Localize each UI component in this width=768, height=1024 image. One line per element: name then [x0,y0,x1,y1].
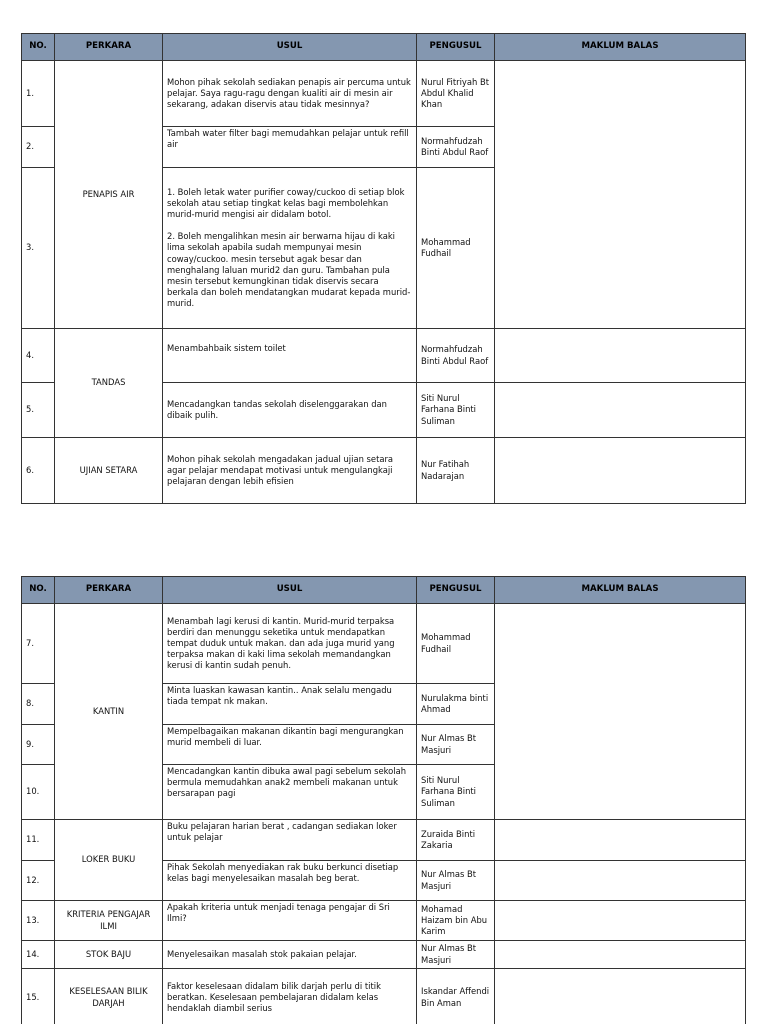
usul-cell: Mempelbagaikan makanan dikantin bagi mengurangkan murid membeli di luar. [163,725,417,765]
perkara-cell: PENAPIS AIR [55,61,163,329]
header-pengusul: PENGUSUL [417,34,495,61]
usul-cell: Buku pelajaran harian berat , cadangan sediakan loker untuk pelajar [163,820,417,861]
pengusul-cell: Mohamad Haizam bin Abu Karim [417,901,495,941]
perkara-cell: STOK BAJU [55,941,163,969]
pengusul-cell: Nur Fatihah Nadarajan [417,438,495,504]
row-number: 6. [22,438,55,504]
header-maklum-balas: MAKLUM BALAS [495,577,746,604]
maklum-balas-cell [495,383,746,438]
usul-cell: Mencadangkan tandas sekolah diselenggarakan dan dibaik pulih. [163,383,417,438]
pengusul-cell: Nur Almas Bt Masjuri [417,725,495,765]
row-number: 3. [22,168,55,329]
suggestion-table-1 [21,33,746,504]
usul-cell: Faktor keselesaan didalam bilik darjah perlu di titik beratkan. Keselesaan pembelajaran didalam kelas hendaklah diambil serius [163,969,417,1024]
usul-cell: Menambah lagi kerusi di kantin. Murid-murid terpaksa berdiri dan menunggu seketika untuk mendapatkan tempat duduk untuk makan. dan ada juga murid yang terpaksa makan di kaki lima sekolah memandangkan kerusi di kantin sudah penuh. [163,604,417,684]
maklum-balas-cell [495,861,746,901]
header-perkara: PERKARA [55,34,163,61]
usul-cell: Minta luaskan kawasan kantin.. Anak selalu mengadu tiada tempat nk makan. [163,684,417,725]
maklum-balas-cell [495,61,746,329]
row-number: 10. [22,765,55,820]
usul-paragraph-2: 2. Boleh mengalihkan mesin air berwarna hijau di kaki lima sekolah apabila sudah mempunyai mesin coway/cuckoo. mesin tersebut agak besar dan menghalang laluan murid2 dan guru. Tambahan pula mesin tersebut kemungkinan tidak diservis secara berkala dan boleh mendatangkan mudarat kepada murid-murid. [167,231,411,308]
row-number: 4. [22,329,55,383]
pengusul-cell: Nur Almas Bt Masjuri [417,861,495,901]
pengusul-cell: Mohammad Fudhail [417,168,495,329]
header-perkara: PERKARA [55,577,163,604]
table-row [22,604,746,684]
row-number: 7. [22,604,55,684]
table-row [22,329,746,383]
pengusul-cell: Nurul Fitriyah Bt Abdul Khalid Khan [417,61,495,127]
header-no: NO. [22,34,55,61]
pengusul-cell: Siti Nurul Farhana Binti Suliman [417,383,495,438]
usul-cell [163,168,417,329]
maklum-balas-cell [495,438,746,504]
usul-cell: Mencadangkan kantin dibuka awal pagi sebelum sekolah bermula memudahkan anak2 membeli makanan untuk bersarapan pagi [163,765,417,820]
perkara-cell: KESELESAAN BILIK DARJAH [55,969,163,1024]
table-row [22,438,746,504]
perkara-cell: UJIAN SETARA [55,438,163,504]
maklum-balas-cell [495,820,746,861]
row-number: 12. [22,861,55,901]
usul-cell: Tambah water filter bagi memudahkan pelajar untuk refill air [163,127,417,168]
maklum-balas-cell [495,604,746,820]
row-number: 2. [22,127,55,168]
pengusul-cell: Zuraida Binti Zakaria [417,820,495,861]
maklum-balas-cell [495,901,746,941]
usul-cell: Apakah kriteria untuk menjadi tenaga pengajar di Sri Ilmi? [163,901,417,941]
maklum-balas-cell [495,941,746,969]
table-row [22,901,746,941]
usul-paragraph-1: 1. Boleh letak water purifier coway/cuckoo di setiap blok sekolah atau setiap tingkat kelas bagi membolehkan murid-murid mengisi air didalam botol. [167,187,405,220]
pengusul-cell: Nur Almas Bt Masjuri [417,941,495,969]
row-number: 13. [22,901,55,941]
header-usul: USUL [163,577,417,604]
perkara-cell: KANTIN [55,604,163,820]
header-no: NO. [22,577,55,604]
pengusul-cell: Normahfudzah Binti Abdul Raof [417,329,495,383]
row-number: 15. [22,969,55,1024]
table-row [22,61,746,127]
row-number: 9. [22,725,55,765]
usul-cell: Menyelesaikan masalah stok pakaian pelajar. [163,941,417,969]
header-usul: USUL [163,34,417,61]
table-row [22,820,746,861]
usul-cell: Mohon pihak sekolah mengadakan jadual ujian setara agar pelajar mendapat motivasi untuk mengulangkaji pelajaran dengan lebih efisien [163,438,417,504]
pengusul-cell: Siti Nurul Farhana Binti Suliman [417,765,495,820]
table-header-row [22,577,746,604]
row-number: 1. [22,61,55,127]
pengusul-cell: Iskandar Affendi Bin Aman [417,969,495,1024]
suggestion-table-2 [21,576,746,1024]
usul-cell: Menambahbaik sistem toilet [163,329,417,383]
maklum-balas-cell [495,329,746,383]
perkara-cell: KRITERIA PENGAJAR ILMI [55,901,163,941]
row-number: 8. [22,684,55,725]
pengusul-cell: Mohammad Fudhail [417,604,495,684]
maklum-balas-cell [495,969,746,1024]
row-number: 14. [22,941,55,969]
table-row [22,941,746,969]
header-maklum-balas: MAKLUM BALAS [495,34,746,61]
perkara-cell: LOKER BUKU [55,820,163,901]
header-pengusul: PENGUSUL [417,577,495,604]
row-number: 5. [22,383,55,438]
usul-cell: Mohon pihak sekolah sediakan penapis air percuma untuk pelajar. Saya ragu-ragu dengan kualiti air di mesin air sekarang, adakan diservis atau tidak mesinnya? [163,61,417,127]
perkara-cell: TANDAS [55,329,163,438]
row-number: 11. [22,820,55,861]
pengusul-cell: Normahfudzah Binti Abdul Raof [417,127,495,168]
table-header-row [22,34,746,61]
table-row [22,969,746,1024]
usul-cell: Pihak Sekolah menyediakan rak buku berkunci disetiap kelas bagi menyelesaikan masalah beg berat. [163,861,417,901]
pengusul-cell: Nurulakma binti Ahmad [417,684,495,725]
